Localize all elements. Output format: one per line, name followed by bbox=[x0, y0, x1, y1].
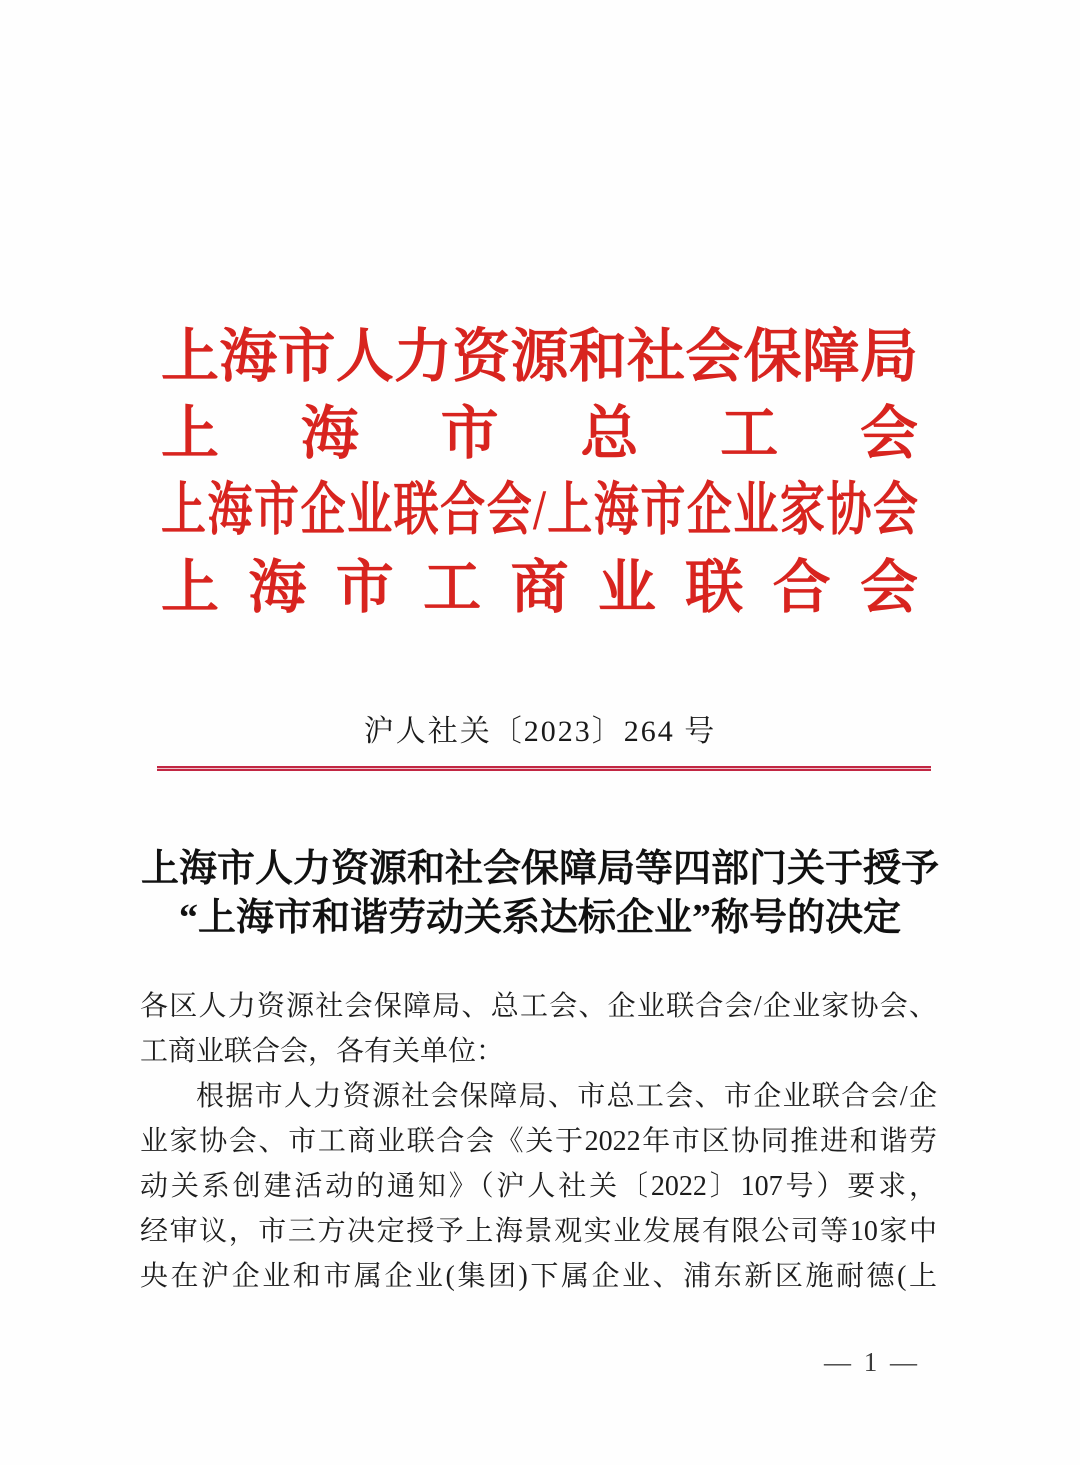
letterhead bbox=[161, 318, 918, 626]
red-separator-rule bbox=[157, 766, 931, 771]
letterhead-org-federation-trade-unions: 上海市总工会 bbox=[161, 401, 918, 466]
body-salutation-line-2: 工商业联合会，各有关单位： bbox=[140, 1036, 505, 1067]
body-salutation-line-1: 各区人力资源社会保障局、总工会、企业联合会/企业家协会、 bbox=[140, 991, 937, 1022]
body-paragraph-line-2: 业家协会、市工商业联合会《关于2022年市区协同推进和谐劳 bbox=[140, 1126, 937, 1157]
page-number: — 1 — bbox=[824, 1347, 920, 1377]
body-paragraph-line-1: 根据市人力资源社会保障局、市总工会、市企业联合会/企 bbox=[196, 1081, 937, 1112]
document-title bbox=[90, 845, 990, 943]
letterhead-org-enterprise-confederation: 上海市企业联合会/上海市企业家协会 bbox=[161, 477, 918, 542]
document-title-line-2: “上海市和谐劳动关系达标企业”称号的决定 bbox=[178, 897, 901, 939]
body-paragraph-line-3: 动关系创建活动的通知》（沪人社关〔2022〕107号）要求， bbox=[140, 1171, 937, 1202]
document-body bbox=[140, 984, 937, 1299]
document-number: 沪人社关〔2023〕264 号 bbox=[363, 715, 717, 748]
letterhead-org-hrss-bureau: 上海市人力资源和社会保障局 bbox=[161, 324, 918, 389]
letterhead-org-industry-commerce-federation: 上海市工商业联合会 bbox=[161, 555, 918, 620]
body-paragraph-line-4: 经审议，市三方决定授予上海景观实业发展有限公司等10家中 bbox=[140, 1216, 937, 1247]
body-paragraph-line-5: 央在沪企业和市属企业(集团)下属企业、浦东新区施耐德(上 bbox=[140, 1261, 937, 1292]
document-title-line-1: 上海市人力资源和社会保障局等四部门关于授予 bbox=[140, 848, 939, 890]
